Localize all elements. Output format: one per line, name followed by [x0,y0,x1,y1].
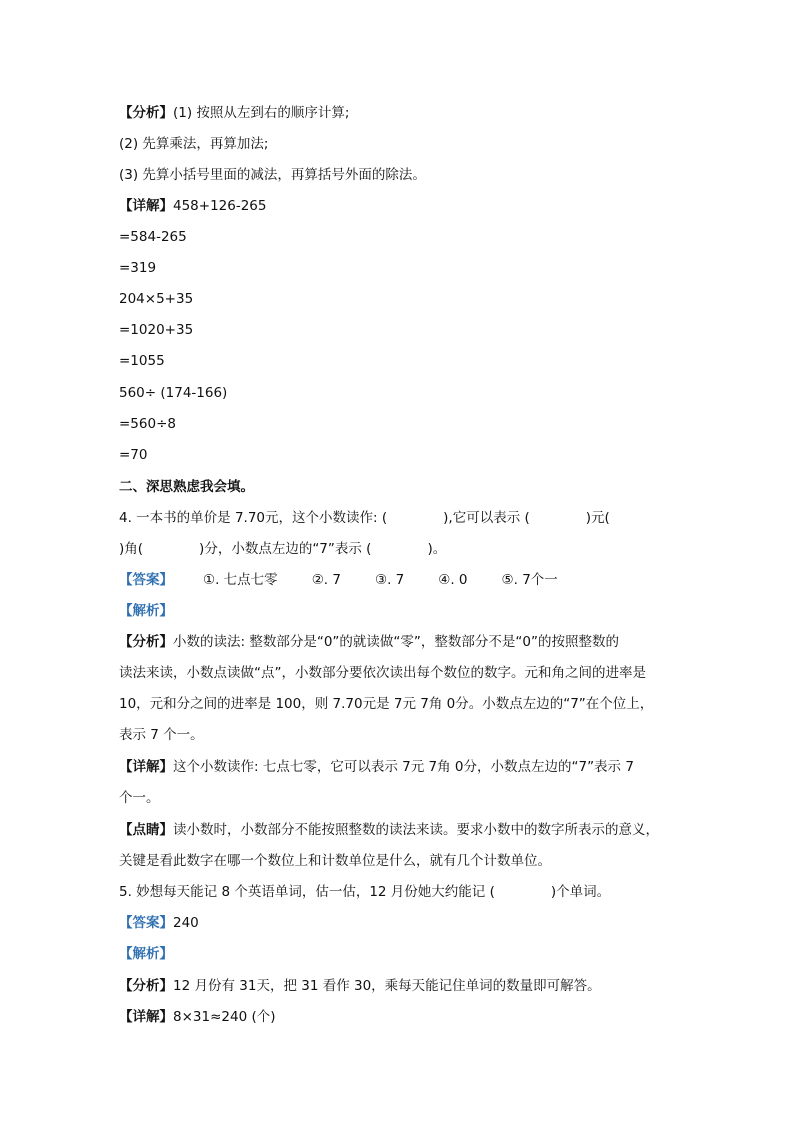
detail-text: 个一。 [119,790,160,806]
answer-item: ④. 0 [438,572,468,588]
calc-step: =319 [119,260,157,276]
calc-step: =1055 [119,353,165,369]
detail-tag: 【详解】 [119,759,173,775]
analysis-line-2: (2) 先算乘法，再算加法; [119,136,269,152]
question-4-line-1: 4. 一本书的单价是 7.70元，这个小数读作: ( ),它可以表示 ( )元( [119,510,610,526]
comment-tag: 【点睛】 [119,822,173,838]
answer-tag: 【答案】 [119,915,173,931]
question-4-comment: 【点睛】读小数时，小数部分不能按照整数的读法来读。要求小数中的数字所表示的意义， [119,822,659,838]
answer-tag: 【答案】 [119,572,173,588]
question-4-answer [119,571,558,589]
analysis-text: 读法来读，小数点读做“点”，小数部分要依次读出每个数位的数字。元和角之间的进率是 [119,665,646,681]
answer-item: ⑤. 7个一 [501,572,558,588]
detail-tag: 【详解】 [119,198,173,214]
answer-item: ③. 7 [374,572,405,588]
question-4-analysis: 【分析】小数的读法: 整数部分是“0”的就读做“零”，整数部分不是“0”的按照整数的 [119,634,619,650]
explain-tag: 【解析】 [119,946,173,962]
answer-item: 240 [173,915,199,931]
detail-tag: 【详解】 [119,1009,173,1025]
question-5-answer [119,914,199,932]
section-title: 二、深思熟虑我会填。 [119,479,254,495]
analysis-tag: 【分析】 [119,978,173,994]
detail-line-1 [119,197,267,215]
question-5-line-1: 5. 妙想每天能记 8 个英语单词，估一估，12 月份她大约能记 ( )个单词。 [119,884,611,900]
analysis-tag: 【分析】 [119,105,173,121]
calc-step: =560÷8 [119,416,176,432]
answer-item: ②. 7 [311,572,341,588]
comment-text: 关键是看此数字在哪一个数位上和计数单位是什么，就有几个计数单位。 [119,853,551,869]
calc-step: =70 [119,447,148,463]
analysis-text: (1) 按照从左到右的顺序计算; [173,105,350,121]
question-5-analysis: 【分析】12 月份有 31天，把 31 看作 30，乘每天能记住单词的数量即可解答。 [119,978,601,994]
question-4-line-2: )角( )分，小数点左边的“7”表示 ( )。 [119,541,447,557]
analysis-tag: 【分析】 [119,634,173,650]
calc-step: 560÷ (174-166) [119,385,228,401]
answer-item: ①. 七点七零 [203,572,278,588]
analysis-line-1 [119,104,349,122]
analysis-text: 10，元和分之间的进率是 100，则 7.70元是 7元 7角 0分。小数点左边的“7”在个位上， [119,696,654,712]
calc-step: =584-265 [119,229,187,245]
question-5-detail: 【详解】8×31≈240 (个) [119,1009,276,1025]
analysis-line-3: (3) 先算小括号里面的减法，再算括号外面的除法。 [119,167,426,183]
calc-step: =1020+35 [119,322,194,338]
explain-tag: 【解析】 [119,603,173,619]
question-4-detail: 【详解】这个小数读作: 七点七零，它可以表示 7元 7角 0分，小数点左边的“7”表示 7 [119,759,634,775]
analysis-text: 表示 7 个一。 [119,727,204,743]
calc-step: 458+126-265 [173,198,267,214]
calc-step: 204×5+35 [119,291,194,307]
